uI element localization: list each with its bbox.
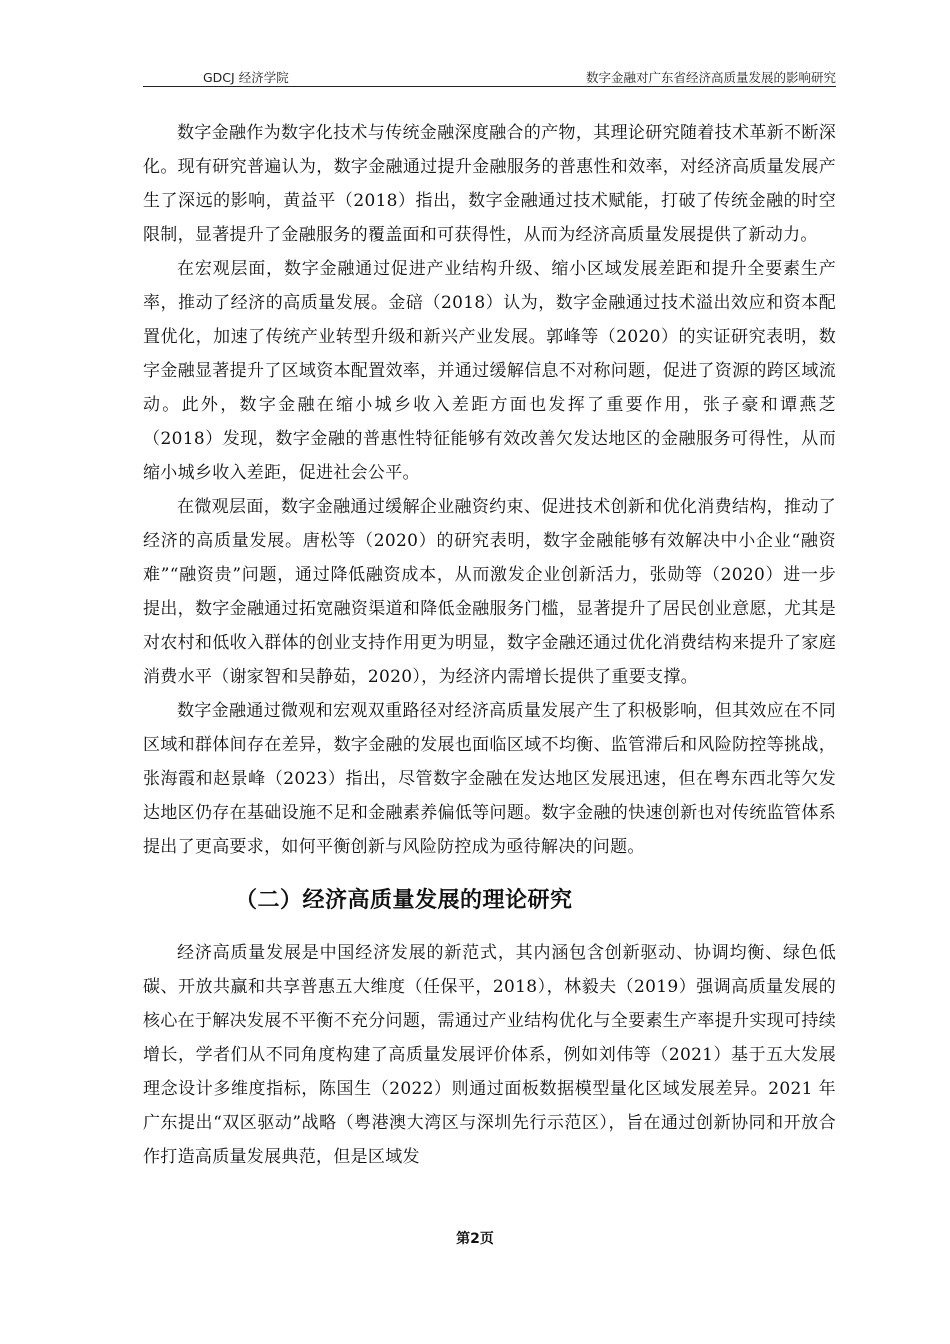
page-header	[143, 64, 836, 87]
body-paragraph: 数字金融作为数字化技术与传统金融深度融合的产物，其理论研究随着技术革新不断深化。现有研究普遍认为，数字金融通过提升金融服务的普惠性和效率，对经济高质量发展产生了深远的影响，黄益平（2018）指出，数字金融通过技术赋能，打破了传统金融的时空限制，显著提升了金融服务的覆盖面和可获得性，从而为经济高质量发展提供了新动力。	[143, 123, 836, 245]
page-body	[143, 116, 836, 1174]
body-paragraph: 数字金融通过微观和宏观双重路径对经济高质量发展产生了积极影响，但其效应在不同区域和群体间存在差异，数字金融的发展也面临区域不均衡、监管滞后和风险防控等挑战，张海霞和赵景峰（2023）指出，尽管数字金融在发达地区发展迅速，但在粤东西北等欠发达地区仍存在基础设施不足和金融素养偏低等问题。数字金融的快速创新也对传统监管体系提出了更高要求，如何平衡创新与风险防控成为亟待解决的问题。	[143, 701, 836, 857]
header-thesis-title: 数字金融对广东省经济高质量发展的影响研究	[585, 70, 836, 85]
body-paragraph: 在微观层面，数字金融通过缓解企业融资约束、促进技术创新和优化消费结构，推动了经济的高质量发展。唐松等（2020）的研究表明，数字金融能够有效解决中小企业“融资难”“融资贵”问题，通过降低融资成本，从而激发企业创新活力，张勋等（2020）进一步提出，数字金融通过拓宽融资渠道和降低金融服务门槛，显著提升了居民创业意愿，尤其是对农村和低收入群体的创业支持作用更为明显，数字金融还通过优化消费结构来提升了家庭消费水平（谢家智和吴静茹，2020），为经济内需增长提供了重要支撑。	[143, 497, 836, 687]
section-heading: （二）经济高质量发展的理论研究	[235, 888, 573, 913]
body-paragraph: 在宏观层面，数字金融通过促进产业结构升级、缩小区域发展差距和提升全要素生产率，推动了经济的高质量发展。金碚（2018）认为，数字金融通过技术溢出效应和资本配置优化，加速了传统产业转型升级和新兴产业发展。郭峰等（2020）的实证研究表明，数字金融显著提升了区域资本配置效率，并通过缓解信息不对称问题，促进了资源的跨区域流动。此外，数字金融在缩小城乡收入差距方面也发挥了重要作用，张子豪和谭燕芝（2018）发现，数字金融的普惠性特征能够有效改善欠发达地区的金融服务可得性，从而缩小城乡收入差距，促进社会公平。	[143, 259, 836, 483]
header-school-name: GDCJ 经济学院	[203, 70, 289, 85]
body-paragraph: 经济高质量发展是中国经济发展的新范式，其内涵包含创新驱动、协调均衡、绿色低碳、开放共赢和共享普惠五大维度（任保平，2018），林毅夫（2019）强调高质量发展的核心在于解决发展不平衡不充分问题，需通过产业结构优化与全要素生产率提升实现可持续增长，学者们从不同角度构建了高质量发展评价体系，例如刘伟等（2021）基于五大发展理念设计多维度指标，陈国生（2022）则通过面板数据模型量化区域发展差异。2021 年广东提出“双区驱动”战略（粤港澳大湾区与深圳先行示范区），旨在通过创新协同和开放合作打造高质量发展典范，但是区域发	[143, 943, 836, 1167]
page-number: 第2页	[456, 1231, 494, 1247]
